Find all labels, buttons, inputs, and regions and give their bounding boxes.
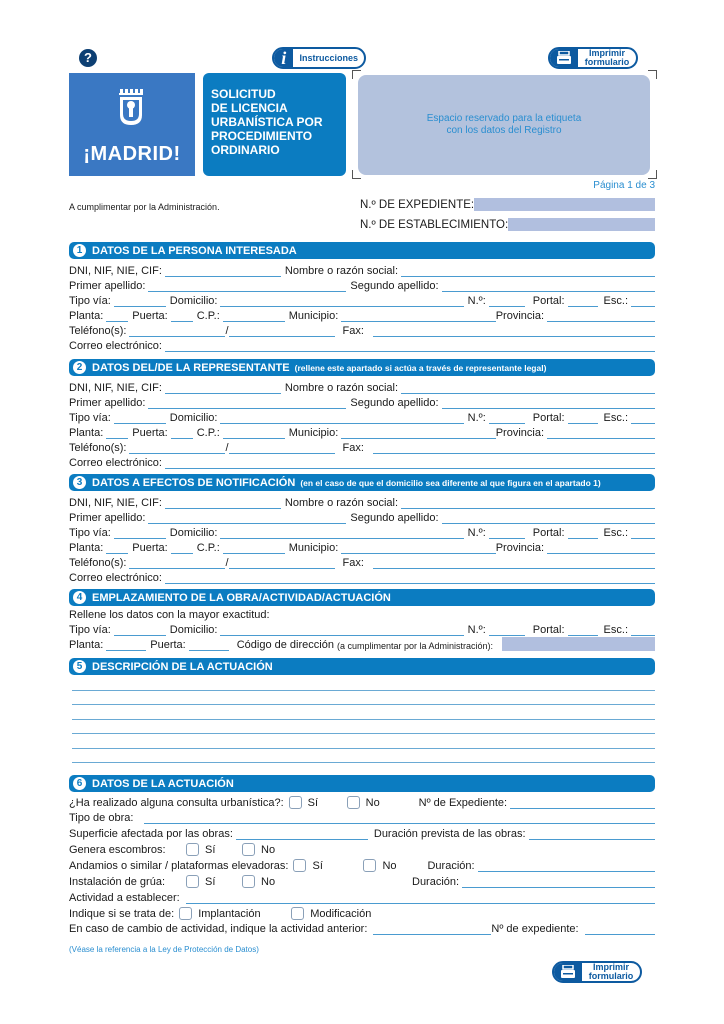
grua-si-checkbox[interactable] [186,875,199,888]
no-label: No [261,844,276,856]
domicilio-label: Domicilio: [169,527,218,539]
telefono-2-field[interactable] [229,443,335,454]
description-line[interactable] [72,704,655,705]
tipo-via-field[interactable] [114,413,166,424]
imprimir-button-top[interactable] [548,47,638,69]
andamios-si-checkbox[interactable] [293,859,306,872]
actividad-field[interactable] [186,893,655,904]
telefono-row [69,555,655,569]
description-line[interactable] [72,719,655,720]
tipo-via-label: Tipo vía: [69,624,111,636]
telefono-1-field[interactable] [129,558,225,569]
portal-field[interactable] [568,528,598,539]
duracion-prevista-label: Duración prevista de las obras: [373,828,526,840]
indique-label: Indique si se trata de: [69,908,175,920]
provincia-field[interactable] [547,311,655,322]
fax-field[interactable] [373,443,655,454]
correo-row [69,455,655,469]
tipo-via-field[interactable] [114,296,166,307]
puerta-field[interactable] [171,543,193,554]
nombre-label: Nombre o razón social: [284,497,399,509]
si-label: Sí [205,876,216,888]
apellidos-row [69,510,655,524]
section-4-intro-row [69,607,655,621]
section-title: DATOS A EFECTOS DE NOTIFICACIÓN [92,476,296,489]
section-6-header [69,775,655,792]
corner-mark [648,70,657,79]
title-line: ORDINARIO [211,143,280,157]
section-4-address-row [69,622,655,636]
actividad-row [69,890,655,904]
domicilio-row [69,293,655,307]
admin-note: A cumplimentar por la Administración. [69,202,220,212]
escombros-row [69,842,655,856]
codigo-direccion-field[interactable] [502,637,655,651]
duracion-prevista-field[interactable] [529,829,655,840]
domicilio-field[interactable] [220,625,463,636]
instrucciones-label: Instrucciones [299,52,358,63]
numero-field[interactable] [489,413,525,424]
fax-field[interactable] [373,326,655,337]
cp-label: C.P.: [196,542,220,554]
form-title [203,73,346,176]
esc-field[interactable] [631,625,655,636]
portal-label: Portal: [532,412,565,424]
implantacion-label: Implantación [198,908,261,920]
portal-field[interactable] [568,296,598,307]
tipo-obra-label: Tipo de obra: [69,812,134,824]
planta-row [69,425,655,439]
nombre-field[interactable] [401,266,655,277]
registro-text: Espacio reservado para la etiqueta [426,113,582,124]
description-line[interactable] [72,762,655,763]
actividad-anterior-field[interactable] [373,924,491,935]
portal-label: Portal: [532,624,565,636]
telefono-2-field[interactable] [229,558,335,569]
section-title: EMPLAZAMIENTO DE LA OBRA/ACTIVIDAD/ACTUACIÓN [92,591,391,604]
portal-field[interactable] [568,625,598,636]
consulta-label: ¿Ha realizado alguna consulta urbanística?: [69,797,284,809]
establecimiento-field[interactable] [508,218,655,231]
section-number: 4 [73,591,86,604]
correo-field[interactable] [165,341,655,352]
esc-label: Esc.: [603,295,628,307]
duracion-label: Duración: [427,860,475,872]
madrid-logo [69,73,195,176]
portal-field[interactable] [568,413,598,424]
puerta-label: Puerta: [132,427,168,439]
tipo-via-label: Tipo vía: [69,527,111,539]
si-label: Sí [307,797,319,809]
dni-field[interactable] [165,498,281,509]
section-number: 2 [73,361,86,374]
puerta-field[interactable] [189,640,229,651]
domicilio-label: Domicilio: [169,412,218,424]
n-expediente-label: Nº de expediente: [491,923,579,935]
numero-label: N.º: [467,624,486,636]
description-line[interactable] [72,690,655,691]
dni-row [69,495,655,509]
telefono-2-field[interactable] [229,326,335,337]
andamios-no-checkbox[interactable] [363,859,376,872]
codigo-direccion-label: Código de dirección [236,639,334,651]
esc-field[interactable] [631,528,655,539]
esc-label: Esc.: [603,527,628,539]
info-icon: i [274,49,293,67]
superficie-field[interactable] [236,829,368,840]
n-expediente-anterior-field[interactable] [585,924,655,935]
page-number: Página 1 de 3 [593,180,655,191]
no-label: No [261,876,276,888]
telefono-label: Teléfono(s): [69,442,127,454]
title-line: DE LICENCIA [211,101,288,115]
imprimir-label: Imprimir [592,962,629,972]
cp-field[interactable] [223,543,285,554]
expediente-field[interactable] [474,198,655,211]
correo-row [69,570,655,584]
escombros-label: Genera escombros: [69,844,166,856]
duracion-label: Duración: [412,876,460,888]
dni-field[interactable] [165,383,281,394]
si-label: Sí [205,844,216,856]
planta-label: Planta: [69,542,104,554]
proteccion-datos-link[interactable]: (Véase la referencia a la Ley de Protección de Datos) [69,945,259,954]
tipo-obra-row [69,810,655,824]
telefono-row [69,440,655,454]
printer-icon [554,963,582,981]
tipo-via-field[interactable] [114,528,166,539]
segundo-apellido-field[interactable] [442,281,656,292]
section-1-header [69,242,655,259]
telefono-label: Teléfono(s): [69,325,127,337]
section-subtitle: (rellene este apartado si actúa a través de representante legal) [294,362,547,373]
registro-label-area [358,75,650,175]
nombre-label: Nombre o razón social: [284,382,399,394]
n-expediente-field[interactable] [510,798,655,809]
provincia-label: Provincia: [495,310,544,322]
municipio-field[interactable] [341,311,495,322]
portal-label: Portal: [532,527,565,539]
portal-label: Portal: [532,295,565,307]
madrid-crest-icon [117,87,145,127]
numero-label: N.º: [467,295,486,307]
consulta-row [69,795,655,809]
section-number: 6 [73,777,86,790]
consulta-si-checkbox[interactable] [289,796,302,809]
grua-label: Instalación de grúa: [69,876,166,888]
segundo-apellido-field[interactable] [442,513,656,524]
cambio-label: En caso de cambio de actividad, indique la actividad anterior: [69,923,368,935]
no-label: No [365,797,380,809]
provincia-field[interactable] [547,543,655,554]
cp-label: C.P.: [196,427,220,439]
establecimiento-label: N.º DE ESTABLECIMIENTO: [360,218,509,231]
grua-duracion-field[interactable] [462,877,655,888]
no-label: No [382,860,397,872]
provincia-field[interactable] [547,428,655,439]
primer-apellido-field[interactable] [148,513,346,524]
puerta-label: Puerta: [132,310,168,322]
corner-mark [648,170,657,179]
puerta-label: Puerta: [132,542,168,554]
correo-field[interactable] [165,573,655,584]
expediente-label: N.º DE EXPEDIENTE: [360,198,475,211]
planta-label: Planta: [69,639,104,651]
domicilio-row [69,410,655,424]
primer-apellido-field[interactable] [148,281,346,292]
consulta-no-checkbox[interactable] [347,796,360,809]
segundo-apellido-label: Segundo apellido: [350,280,439,292]
section-4-header [69,589,655,606]
municipio-label: Municipio: [288,310,339,322]
dni-label: DNI, NIF, NIE, CIF: [69,265,162,277]
dni-field[interactable] [165,266,281,277]
description-line[interactable] [72,748,655,749]
provincia-label: Provincia: [495,542,544,554]
telefono-separator: / [225,325,229,337]
planta-field[interactable] [106,640,146,651]
section-2-header [69,359,655,376]
nombre-field[interactable] [401,383,655,394]
provincia-label: Provincia: [495,427,544,439]
help-icon[interactable]: ? [79,49,97,67]
section-number: 1 [73,244,86,257]
section-subtitle: (en el caso de que el domicilio sea diferente al que figura en el apartado 1) [300,477,601,488]
printer-icon [550,49,578,67]
numero-field[interactable] [489,296,525,307]
section-5-header [69,658,655,675]
municipio-label: Municipio: [288,542,339,554]
nombre-label: Nombre o razón social: [284,265,399,277]
correo-label: Correo electrónico: [69,572,162,584]
segundo-apellido-field[interactable] [442,398,656,409]
segundo-apellido-label: Segundo apellido: [350,397,439,409]
superficie-label: Superficie afectada por las obras: [69,828,233,840]
title-line: PROCEDIMIENTO [211,129,313,143]
primer-apellido-label: Primer apellido: [69,397,146,409]
apellidos-row [69,395,655,409]
fax-label: Fax: [342,325,364,337]
grua-row [69,874,655,888]
municipio-label: Municipio: [288,427,339,439]
intro-text: Rellene los datos con la mayor exactitud: [69,609,270,621]
correo-field[interactable] [165,458,655,469]
municipio-field[interactable] [341,543,495,554]
cp-field[interactable] [223,428,285,439]
primer-apellido-label: Primer apellido: [69,280,146,292]
puerta-field[interactable] [171,311,193,322]
section-title: DATOS DE LA ACTUACIÓN [92,777,234,790]
cambio-row [69,921,655,935]
modificacion-checkbox[interactable] [291,907,304,920]
primer-apellido-label: Primer apellido: [69,512,146,524]
primer-apellido-field[interactable] [148,398,346,409]
tipo-obra-field[interactable] [144,813,655,824]
fax-label: Fax: [342,557,364,569]
instrucciones-button[interactable] [272,47,366,69]
puerta-label: Puerta: [150,639,186,651]
formulario-label: formulario [584,57,630,67]
grua-no-checkbox[interactable] [242,875,255,888]
planta-field[interactable] [106,428,128,439]
superficie-row [69,826,655,840]
andamios-duracion-field[interactable] [478,861,655,872]
puerta-field[interactable] [171,428,193,439]
planta-field[interactable] [106,311,128,322]
section-3-header [69,474,655,491]
section-title: DATOS DEL/DE LA REPRESENTANTE [92,361,290,374]
escombros-no-checkbox[interactable] [242,843,255,856]
planta-label: Planta: [69,310,104,322]
tipo-via-field[interactable] [114,625,166,636]
si-label: Sí [312,860,323,872]
telefono-separator: / [225,442,229,454]
section-4-planta-row [69,637,655,651]
description-line[interactable] [72,733,655,734]
esc-field[interactable] [631,296,655,307]
domicilio-field[interactable] [220,296,463,307]
correo-label: Correo electrónico: [69,340,162,352]
telefono-separator: / [225,557,229,569]
apellidos-row [69,278,655,292]
codigo-direccion-note: (a cumplimentar por la Administración): [336,641,494,651]
planta-row [69,308,655,322]
fax-label: Fax: [342,442,364,454]
andamios-row [69,858,655,872]
dni-label: DNI, NIF, NIE, CIF: [69,382,162,394]
n-expediente-label: Nº de Expediente: [418,797,508,809]
esc-label: Esc.: [603,412,628,424]
dni-label: DNI, NIF, NIE, CIF: [69,497,162,509]
indique-row [69,906,655,920]
section-title: DESCRIPCIÓN DE LA ACTUACIÓN [92,660,273,673]
cp-field[interactable] [223,311,285,322]
planta-field[interactable] [106,543,128,554]
domicilio-field[interactable] [220,413,463,424]
title-line: URBANÍSTICA POR [211,115,323,129]
imprimir-button-bottom[interactable] [552,961,642,983]
dni-row [69,263,655,277]
title-line: SOLICITUD [211,87,276,101]
domicilio-row [69,525,655,539]
cp-label: C.P.: [196,310,220,322]
implantacion-checkbox[interactable] [179,907,192,920]
section-number: 5 [73,660,86,673]
numero-label: N.º: [467,412,486,424]
andamios-label: Andamios o similar / plataformas elevadoras: [69,860,289,872]
correo-row [69,338,655,352]
domicilio-field[interactable] [220,528,463,539]
correo-label: Correo electrónico: [69,457,162,469]
escombros-si-checkbox[interactable] [186,843,199,856]
dni-row [69,380,655,394]
imprimir-label: Imprimir [588,48,625,58]
registro-text: con los datos del Registro [446,125,562,136]
planta-label: Planta: [69,427,104,439]
planta-row [69,540,655,554]
esc-label: Esc.: [603,624,628,636]
domicilio-label: Domicilio: [169,624,218,636]
telefono-1-field[interactable] [129,326,225,337]
section-title: DATOS DE LA PERSONA INTERESADA [92,244,297,257]
municipio-field[interactable] [341,428,495,439]
telefono-row [69,323,655,337]
esc-field[interactable] [631,413,655,424]
numero-label: N.º: [467,527,486,539]
modificacion-label: Modificación [310,908,372,920]
numero-field[interactable] [489,625,525,636]
segundo-apellido-label: Segundo apellido: [350,512,439,524]
formulario-label: formulario [588,971,634,981]
tipo-via-label: Tipo vía: [69,295,111,307]
telefono-label: Teléfono(s): [69,557,127,569]
fax-field[interactable] [373,558,655,569]
numero-field[interactable] [489,528,525,539]
madrid-wordmark: ¡MADRID! [83,143,181,165]
actividad-label: Actividad a establecer: [69,892,180,904]
telefono-1-field[interactable] [129,443,225,454]
tipo-via-label: Tipo vía: [69,412,111,424]
section-number: 3 [73,476,86,489]
nombre-field[interactable] [401,498,655,509]
domicilio-label: Domicilio: [169,295,218,307]
